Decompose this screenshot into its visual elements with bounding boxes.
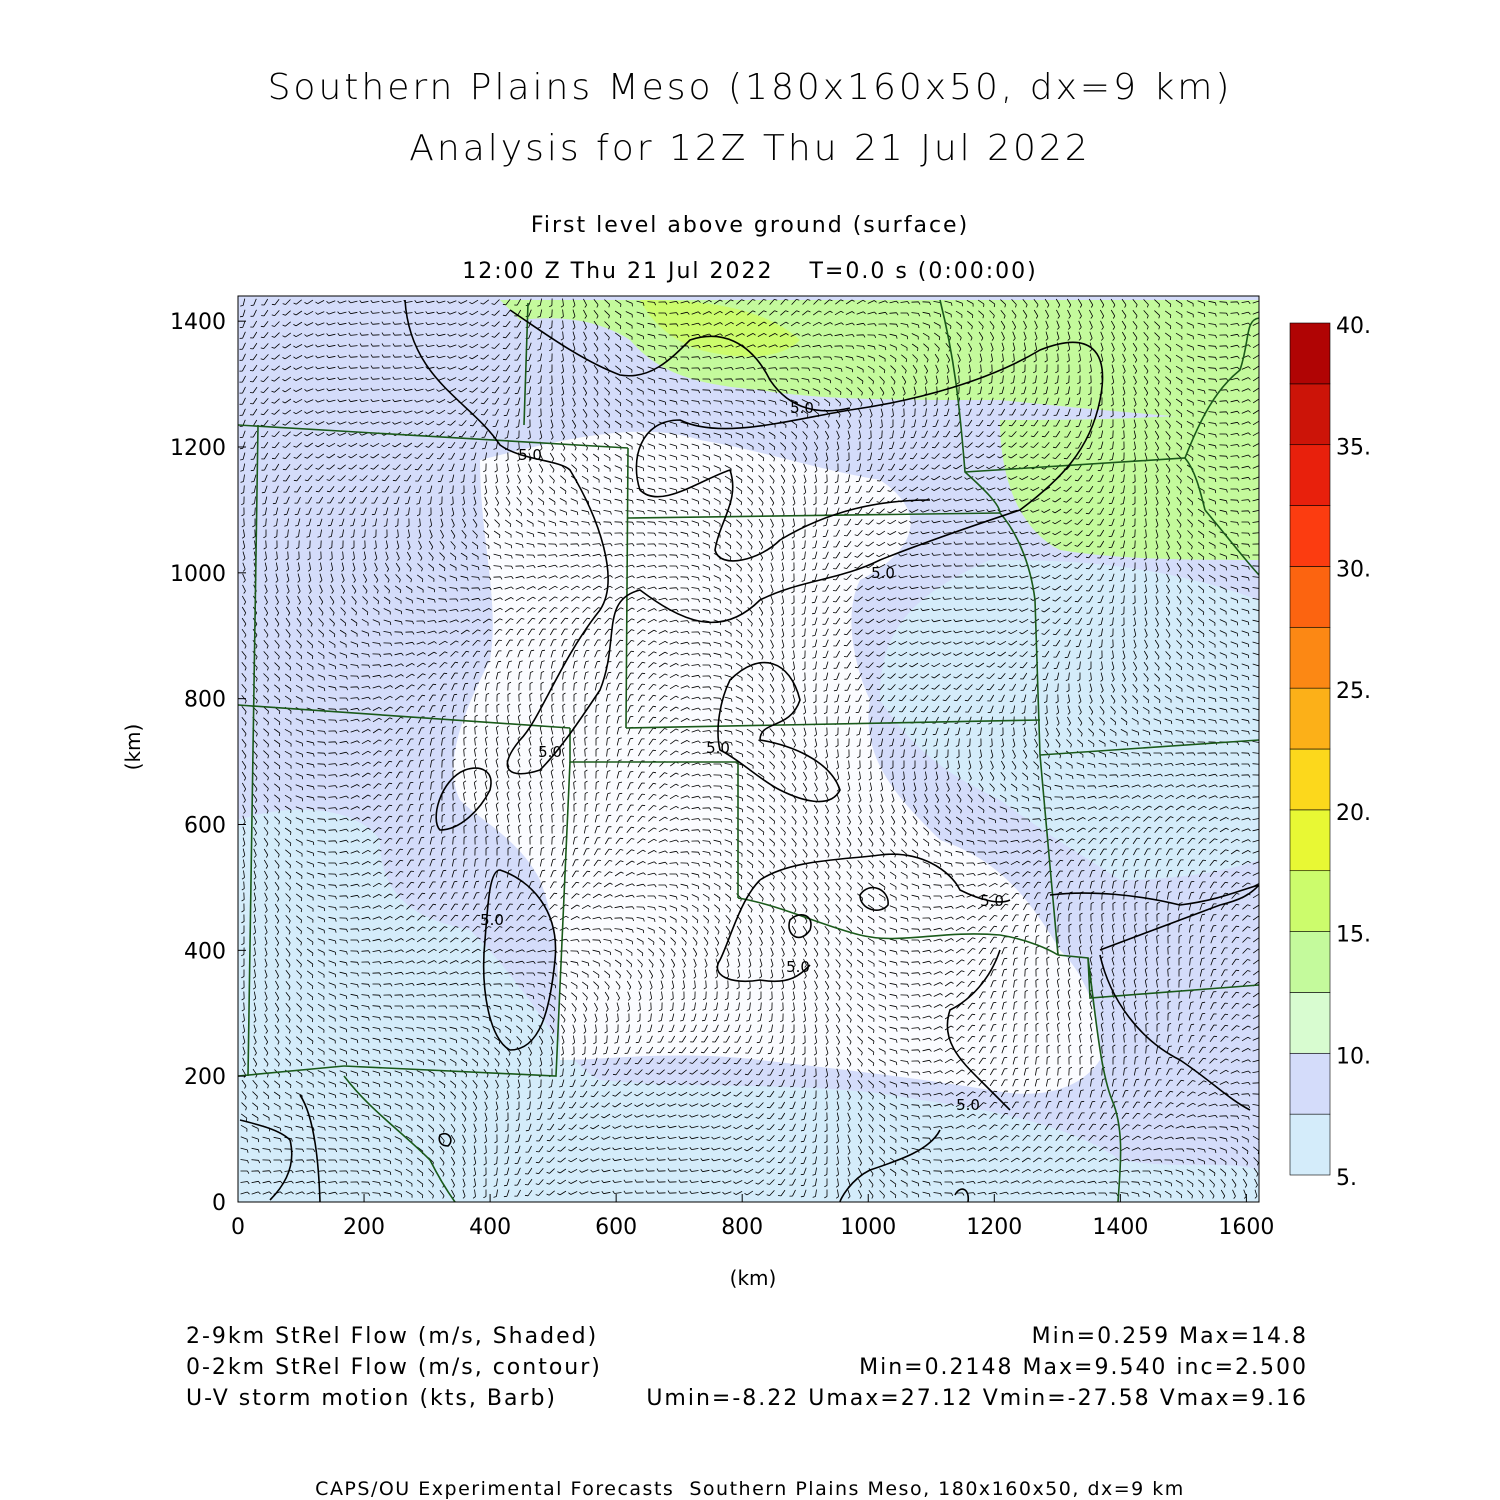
colorbar-label: 40. [1336,314,1371,339]
colorbar-segment [1290,932,1330,993]
legend-contour-label: 0-2km StRel Flow (m/s, contour) [186,1355,602,1380]
x-tick-label: 0 [231,1215,245,1240]
x-tick-label: 400 [469,1215,512,1240]
y-tick-label: 400 [184,939,226,965]
legend-shaded-label: 2-9km StRel Flow (m/s, Shaded) [186,1324,599,1349]
x-tick-label: 1000 [840,1215,897,1240]
contour-label: 5.0 [980,892,1004,910]
y-tick-label: 1400 [170,310,226,336]
colorbar-segment [1290,749,1330,810]
x-axis-label: (km) [729,1266,777,1290]
contour-label: 5.0 [706,739,730,757]
colorbar-segment [1290,627,1330,688]
colorbar-segment [1290,871,1330,932]
colorbar-segment [1290,688,1330,749]
x-tick-label: 1400 [1092,1215,1149,1240]
colorbar-label: 30. [1336,557,1371,583]
y-tick-label: 200 [184,1065,226,1091]
colorbar-segment [1290,323,1330,384]
x-tick-label: 1600 [1218,1215,1275,1240]
legend-barb-label: U-V storm motion (kts, Barb) [186,1386,558,1411]
contour-label: 5.0 [786,958,810,976]
x-tick-label: 200 [343,1215,386,1240]
x-tick-label: 800 [721,1215,764,1240]
y-tick-label: 1200 [170,436,226,461]
chart-title-line1: Southern Plains Meso (180x160x50, dx=9 km) [267,67,1233,108]
colorbar-label: 35. [1336,435,1371,461]
contour-label: 5.0 [538,743,562,761]
chart-subtitle-time: 12:00 Z Thu 21 Jul 2022 T=0.0 s (0:00:00) [462,259,1038,284]
contour-label: 5.0 [956,1096,980,1114]
legend-barb-stats: Umin=-8.22 Umax=27.12 Vmin=-27.58 Vmax=9.16 [646,1386,1308,1411]
colorbar-segment [1290,506,1330,567]
colorbar-segment [1290,1053,1330,1114]
contour-label: 5.0 [871,564,895,582]
legend-shaded-stats: Min=0.259 Max=14.8 [1031,1324,1308,1349]
y-tick-label: 800 [184,687,226,713]
colorbar-label: 15. [1336,922,1371,948]
colorbar-label: 25. [1336,679,1371,705]
colorbar-label: 20. [1336,800,1371,826]
legend-contour-stats: Min=0.2148 Max=9.540 inc=2.500 [859,1355,1308,1380]
y-tick-label: 0 [212,1191,226,1216]
footer-credit: CAPS/OU Experimental Forecasts Southern Plains Meso, 180x160x50, dx=9 km [315,1478,1185,1500]
wind-speed-shading [238,296,1259,1202]
y-tick-label: 600 [184,813,226,839]
contour-label: 5.0 [518,446,542,464]
colorbar-segment [1290,992,1330,1053]
colorbar-segment [1290,445,1330,506]
colorbar-label: 5. [1336,1166,1357,1191]
colorbar-label: 10. [1336,1044,1371,1070]
x-tick-label: 1200 [966,1215,1023,1240]
y-axis-label: (km) [121,723,145,771]
colorbar-segment [1290,566,1330,627]
colorbar [1290,314,1371,1191]
chart-title-line2: Analysis for 12Z Thu 21 Jul 2022 [409,128,1091,169]
contour-label: 5.0 [480,911,504,929]
contour-label: 5.0 [790,399,814,417]
x-tick-label: 600 [595,1215,638,1240]
y-tick-label: 1000 [170,561,226,587]
colorbar-segment [1290,810,1330,871]
colorbar-segment [1290,384,1330,445]
colorbar-segment [1290,1114,1330,1175]
chart-subtitle-level: First level above ground (surface) [530,213,970,238]
